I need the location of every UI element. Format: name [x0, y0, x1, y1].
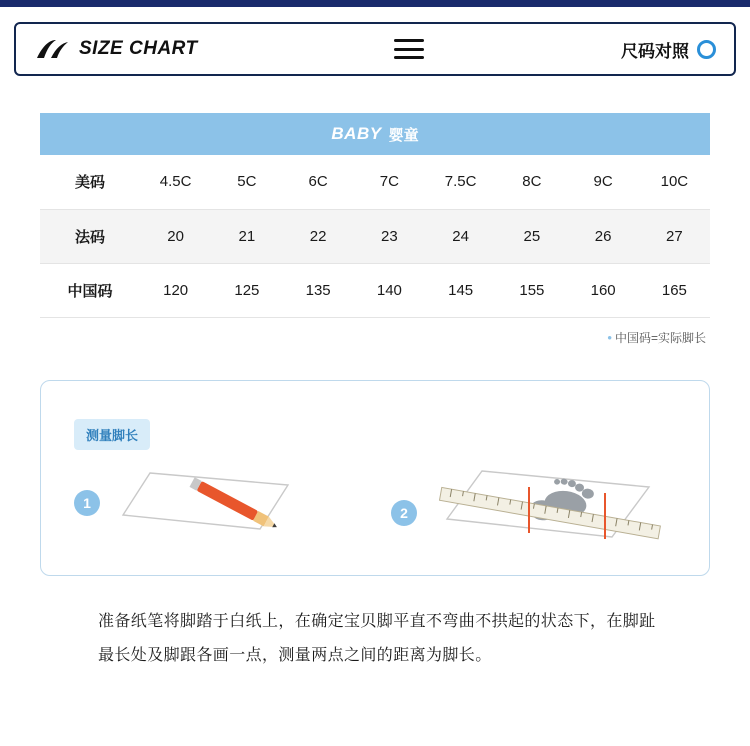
- ruler-and-foot-illustration: [437, 465, 667, 560]
- bullet-icon: •: [607, 329, 612, 345]
- table-cell: 9C: [568, 155, 639, 209]
- table-cell: 25: [496, 209, 567, 263]
- step-number-badge: 2: [391, 500, 417, 526]
- measure-foot-length-tag: 测量脚长: [74, 419, 150, 450]
- row-label: 美码: [40, 155, 140, 209]
- table-cell: 7C: [354, 155, 425, 209]
- size-table-title-en: BABY: [331, 124, 382, 143]
- table-cell: 7.5C: [425, 155, 496, 209]
- description-line-2: 最长处及脚跟各画一点，测量两点之间的距离为脚长。: [98, 647, 492, 664]
- row-label: 法码: [40, 209, 140, 263]
- table-cell: 4.5C: [140, 155, 211, 209]
- header-right-label: 尺码对照: [621, 41, 689, 61]
- table-cell: 20: [140, 209, 211, 263]
- table-cell: 8C: [496, 155, 567, 209]
- paper-and-pencil-illustration: [120, 465, 295, 540]
- table-row: [40, 155, 710, 209]
- size-table-title-cn: 婴童: [388, 126, 419, 144]
- header-title: SIZE CHART: [79, 38, 198, 59]
- table-cell: 23: [354, 209, 425, 263]
- table-cell: 155: [496, 263, 567, 317]
- anta-logo-icon: [36, 38, 70, 60]
- table-cell: 27: [639, 209, 710, 263]
- table-cell: 22: [283, 209, 354, 263]
- description-line-1: 准备纸笔将脚踏于白纸上，在确定宝贝脚平直不弯曲不拱起的状态下，在脚趾: [98, 613, 656, 630]
- header-left-group: [16, 38, 198, 60]
- circle-icon[interactable]: [697, 40, 716, 59]
- header-right-group: [621, 37, 734, 62]
- table-cell: 145: [425, 263, 496, 317]
- size-table: [40, 155, 710, 318]
- table-cell: 6C: [283, 155, 354, 209]
- top-accent-bar: [0, 0, 750, 7]
- measure-instructions-box: [40, 380, 710, 576]
- row-label: 中国码: [40, 263, 140, 317]
- table-note: [40, 329, 710, 346]
- size-chart-table-section: [40, 113, 710, 346]
- measure-step-2: [391, 465, 667, 560]
- table-cell: 165: [639, 263, 710, 317]
- table-row: [40, 209, 710, 263]
- table-cell: 125: [211, 263, 282, 317]
- table-cell: 24: [425, 209, 496, 263]
- header-center-group: [198, 39, 621, 59]
- table-cell: 21: [211, 209, 282, 263]
- measure-description: [98, 605, 668, 673]
- step-number-badge: 1: [74, 490, 100, 516]
- table-note-text: 中国码=实际脚长: [614, 330, 706, 345]
- table-cell: 10C: [639, 155, 710, 209]
- hamburger-menu-icon[interactable]: [394, 39, 424, 59]
- table-row: [40, 263, 710, 317]
- measure-step-1: [74, 465, 295, 540]
- table-cell: 26: [568, 209, 639, 263]
- table-cell: 120: [140, 263, 211, 317]
- table-cell: 160: [568, 263, 639, 317]
- table-cell: 5C: [211, 155, 282, 209]
- table-cell: 140: [354, 263, 425, 317]
- page-header: [14, 22, 736, 76]
- size-table-title: [40, 113, 710, 155]
- table-cell: 135: [283, 263, 354, 317]
